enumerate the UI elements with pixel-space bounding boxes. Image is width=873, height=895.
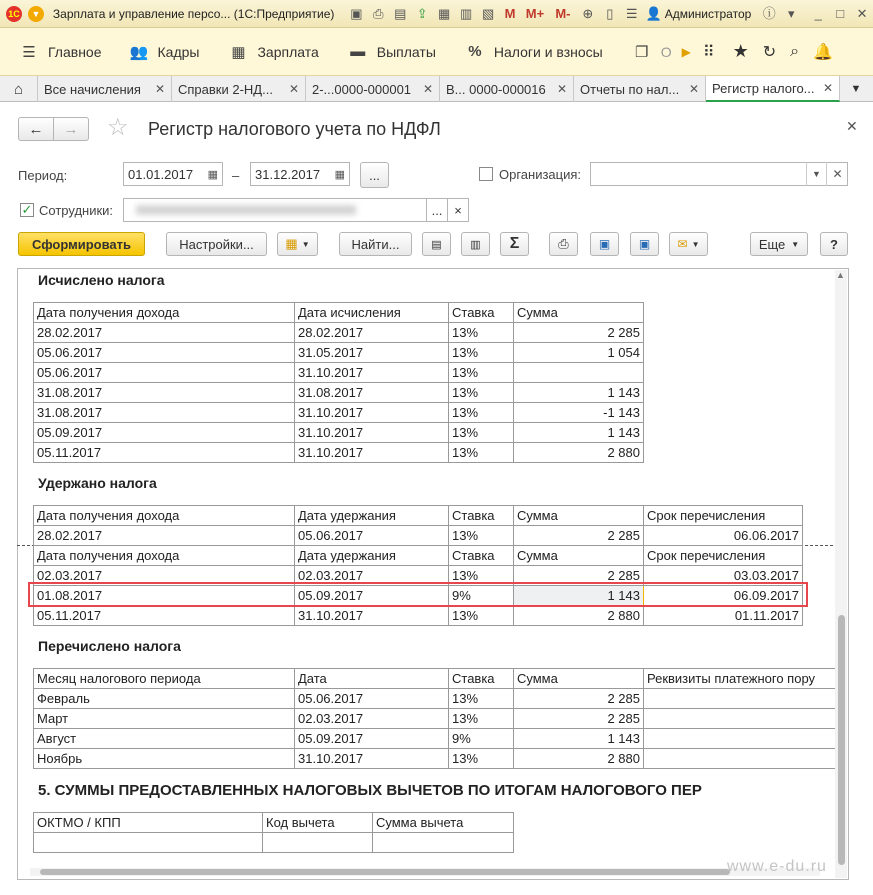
employees-clear-button[interactable]: × <box>447 198 469 222</box>
employees-select-button[interactable]: ... <box>426 198 448 222</box>
table-row <box>34 729 836 749</box>
header-cell: Сумма <box>514 303 644 323</box>
period-label: Период: <box>18 168 68 183</box>
table-row <box>34 343 644 363</box>
header-cell: Код вычета <box>263 813 373 833</box>
window-icon[interactable]: ▯ <box>606 5 614 21</box>
header-cell: Ставка <box>449 546 514 566</box>
table-row <box>34 833 514 853</box>
cell[interactable] <box>263 833 373 853</box>
tab-v-doc[interactable]: В... 0000-000016 ✕ <box>440 76 574 102</box>
clipboard-icon[interactable]: ▦ <box>438 5 451 21</box>
envelope-icon: ✉ <box>677 237 688 251</box>
hamburger-icon: ☰ <box>22 43 36 61</box>
org-label: Организация: <box>499 167 582 182</box>
header-cell: Сумма вычета <box>373 813 514 833</box>
header-cell: Срок перечисления <box>644 546 803 566</box>
cell[interactable]: 31.10.2017 <box>295 443 449 463</box>
header-cell: Дата удержания <box>295 506 449 526</box>
cell[interactable]: 1 054 <box>514 343 644 363</box>
cell[interactable] <box>644 709 836 729</box>
forward-button[interactable] <box>53 117 89 141</box>
more-button[interactable]: Еще ▼ <box>750 232 808 256</box>
preview-icon: ▣ <box>598 237 611 251</box>
cell[interactable]: 31.10.2017 <box>295 423 449 443</box>
table-row <box>34 363 644 383</box>
memory-plus-icon[interactable]: M+ <box>525 5 545 21</box>
calc-icon[interactable]: ▥ <box>459 5 473 21</box>
history-icon[interactable]: ↻ <box>762 43 777 61</box>
tab-tax-reports[interactable]: Отчеты по нал... ✕ <box>574 76 706 102</box>
close-tab-icon[interactable]: ✕ <box>556 82 567 96</box>
calendar-icon[interactable]: ▧ <box>481 5 495 21</box>
cell[interactable]: 1 143 <box>514 423 644 443</box>
table-row <box>34 403 644 423</box>
horizontal-scroll-thumb[interactable] <box>40 869 730 875</box>
section-title-transferred: Перечислено налога <box>38 638 181 654</box>
cell[interactable] <box>644 729 836 749</box>
menu-payments[interactable]: ▬ Выплаты <box>350 43 436 60</box>
section-title-calculated: Исчислено налога <box>38 272 165 288</box>
header-cell: Ставка <box>449 669 514 689</box>
table-row <box>34 423 644 443</box>
cell[interactable]: 05.06.2017 <box>295 526 449 546</box>
employees-field[interactable] <box>123 198 427 222</box>
cell[interactable]: 02.03.2017 <box>295 566 449 586</box>
cell[interactable]: 13% <box>449 709 514 729</box>
header-cell: ОКТМО / КПП <box>34 813 263 833</box>
info-icon[interactable]: ⓘ <box>762 5 776 21</box>
favorite-star-icon[interactable]: ☆ <box>107 114 129 141</box>
window-titlebar <box>0 0 873 28</box>
find-button[interactable]: Найти... <box>339 232 412 256</box>
calendar-icon[interactable]: ▦ <box>334 168 345 181</box>
floppy-icon: ▣ <box>638 237 651 251</box>
1c-logo-icon: 1С <box>6 6 22 22</box>
cell[interactable]: 13% <box>449 749 514 769</box>
cell[interactable]: 28.02.2017 <box>34 323 295 343</box>
header-cell: Дата получения дохода <box>34 303 295 323</box>
cell[interactable] <box>644 749 836 769</box>
cell[interactable]: 01.08.2017 <box>34 586 295 606</box>
cell[interactable] <box>373 833 514 853</box>
tabs-dropdown[interactable] <box>840 76 872 102</box>
close-tab-icon[interactable]: ✕ <box>154 82 165 96</box>
scroll-up-icon[interactable]: ▲ <box>836 270 845 280</box>
sigma-icon: Σ <box>509 235 520 252</box>
cell[interactable]: 9% <box>449 729 514 749</box>
menu-dropdown-icon[interactable]: ▼ <box>28 6 44 22</box>
cell[interactable]: 05.06.2017 <box>295 689 449 709</box>
date-from-field[interactable]: 01.01.2017 ▦ <box>123 162 223 186</box>
cell[interactable]: 06.06.2017 <box>644 526 803 546</box>
cell[interactable] <box>34 833 263 853</box>
cell[interactable]: 06.09.2017 <box>644 586 803 606</box>
chevron-down-icon: ▼ <box>791 239 800 249</box>
cell[interactable]: Август <box>34 729 295 749</box>
table-header-row <box>34 546 803 566</box>
preview-button[interactable] <box>590 232 619 256</box>
table-header-row <box>34 669 836 689</box>
cell[interactable]: 2 285 <box>514 323 644 343</box>
cell[interactable]: 05.09.2017 <box>295 586 449 606</box>
cell[interactable]: 02.03.2017 <box>34 566 295 586</box>
cell[interactable]: 13% <box>449 403 514 423</box>
table-header-row <box>34 813 514 833</box>
cell[interactable]: 13% <box>449 343 514 363</box>
org-clear-icon[interactable]: ✕ <box>826 162 848 186</box>
header-cell: Сумма <box>514 546 644 566</box>
vertical-scrollbar[interactable] <box>835 270 847 878</box>
header-cell: Ставка <box>449 506 514 526</box>
close-tab-icon[interactable]: ✕ <box>822 81 833 95</box>
cell[interactable]: 31.08.2017 <box>295 383 449 403</box>
cell[interactable]: 13% <box>449 606 514 626</box>
header-cell: Дата исчисления <box>295 303 449 323</box>
bell-icon[interactable]: 🔔 <box>813 43 833 61</box>
table-header-row <box>34 303 644 323</box>
calculator-icon: ▦ <box>231 43 246 61</box>
date-to-field[interactable]: 31.12.2017 ▦ <box>250 162 350 186</box>
upload-icon[interactable]: ⇪ <box>416 5 428 21</box>
cell[interactable]: 31.10.2017 <box>295 403 449 423</box>
tab-tax-register[interactable]: Регистр налого... ✕ <box>706 76 840 102</box>
highlight-frame <box>28 582 808 607</box>
cell[interactable]: 2 880 <box>514 443 644 463</box>
cell[interactable]: 31.05.2017 <box>295 343 449 363</box>
table-header-row <box>34 506 803 526</box>
calendar-icon[interactable]: ▦ <box>207 168 218 181</box>
employees-checkbox[interactable]: ✓ <box>21 202 33 217</box>
cell[interactable]: 01.11.2017 <box>644 606 803 626</box>
save-icon[interactable]: ▣ <box>350 5 363 21</box>
menu-hr[interactable]: 👥 Кадры <box>129 43 200 61</box>
header-cell: Дата удержания <box>295 546 449 566</box>
close-window-icon[interactable]: ✕ <box>856 5 868 21</box>
chevron-down-icon: ▼ <box>301 239 310 249</box>
table-row <box>34 383 644 403</box>
arrow-right-icon: → <box>63 120 79 138</box>
cell[interactable]: -1 143 <box>514 403 644 423</box>
cell[interactable]: 03.03.2017 <box>644 566 803 586</box>
cell[interactable]: 28.02.2017 <box>34 526 295 546</box>
cell[interactable]: 05.06.2017 <box>34 363 295 383</box>
cell[interactable]: 31.10.2017 <box>295 606 449 626</box>
open-tabs-bar <box>0 76 873 102</box>
blurred-employee-name <box>136 205 356 215</box>
back-button[interactable] <box>18 117 54 141</box>
table-row <box>34 526 803 546</box>
expand-groups-button[interactable] <box>422 232 451 256</box>
people-icon: 👥 <box>129 43 149 61</box>
expand-groups-icon: ▤ <box>431 238 442 251</box>
minimize-icon[interactable]: _ <box>814 5 822 21</box>
table-row <box>34 689 836 709</box>
apps-grid-icon[interactable]: ⠿ <box>702 43 715 61</box>
arrow-left-icon: ← <box>28 120 44 138</box>
print-icon: ⎙ <box>558 236 569 251</box>
employees-label: Сотрудники: <box>39 203 114 218</box>
form-title: Регистр налогового учета по НДФЛ <box>148 119 441 139</box>
cell[interactable]: 2 285 <box>514 526 644 546</box>
watermark: www.e-du.ru <box>727 858 827 875</box>
selected-cell[interactable]: 1 143 <box>514 586 644 606</box>
cell[interactable]: 13% <box>449 443 514 463</box>
section-title-withheld: Удержано налога <box>38 475 157 491</box>
cell[interactable]: Февраль <box>34 689 295 709</box>
list-icon[interactable]: ☰ <box>625 5 638 21</box>
menu-main[interactable]: ☰ Главное <box>20 43 102 61</box>
cell[interactable]: 2 285 <box>514 709 644 729</box>
memory-minus-icon[interactable]: M- <box>555 5 571 21</box>
org-dropdown-icon[interactable]: ▼ <box>806 162 826 186</box>
table-row <box>34 443 644 463</box>
preview-icon[interactable]: ▤ <box>394 5 407 21</box>
collapse-groups-button[interactable] <box>461 232 490 256</box>
period-select-button[interactable]: ... <box>360 162 389 188</box>
cell[interactable]: 13% <box>449 526 514 546</box>
cell[interactable]: Март <box>34 709 295 729</box>
header-cell: Сумма <box>514 669 644 689</box>
cell[interactable]: 05.11.2017 <box>34 443 295 463</box>
home-tab[interactable] <box>0 76 38 102</box>
wallet-icon: ▬ <box>350 43 366 60</box>
memory-m-icon[interactable]: M <box>504 5 516 21</box>
cell[interactable]: 28.02.2017 <box>295 323 449 343</box>
window-title: Зарплата и управление персо... (1С:Предприятие) <box>52 6 335 21</box>
folder-icon: ▦ <box>285 236 298 251</box>
collapse-groups-icon: ▥ <box>470 238 481 251</box>
user-icon: 👤 <box>645 5 662 21</box>
horizontal-scrollbar[interactable] <box>30 868 820 876</box>
period-dash: – <box>232 168 240 183</box>
chevron-down-icon: ▼ <box>850 83 862 95</box>
cell[interactable]: 02.03.2017 <box>295 709 449 729</box>
cell[interactable]: 13% <box>449 323 514 343</box>
withheld-tax-table-a <box>33 505 803 546</box>
cell[interactable]: 05.06.2017 <box>34 343 295 363</box>
org-checkbox[interactable] <box>479 167 493 181</box>
cell[interactable]: 13% <box>449 363 514 383</box>
close-form-icon[interactable]: ✕ <box>846 118 858 134</box>
cell[interactable]: 05.09.2017 <box>295 729 449 749</box>
cell[interactable] <box>644 689 836 709</box>
cell[interactable]: 9% <box>449 586 514 606</box>
cell[interactable]: 2 880 <box>514 749 644 769</box>
cell[interactable]: 13% <box>449 383 514 403</box>
cell[interactable]: Ноябрь <box>34 749 295 769</box>
copy-icon: ❐ <box>634 43 649 61</box>
cell[interactable]: 1 143 <box>514 383 644 403</box>
close-tab-icon[interactable]: ✕ <box>288 82 299 96</box>
cell[interactable]: 31.08.2017 <box>34 383 295 403</box>
search-icon[interactable]: ⌕ <box>790 42 800 60</box>
section-title-deductions: 5. СУММЫ ПРЕДОСТАВЛЕННЫХ НАЛОГОВЫХ ВЫЧЕТОВ ПО ИТОГАМ НАЛОГОВОГО ПЕР <box>38 782 702 799</box>
favorites-star-icon[interactable]: ★ <box>732 41 749 61</box>
settings-button[interactable]: Настройки... <box>166 232 267 256</box>
close-tab-icon[interactable]: ✕ <box>688 82 699 96</box>
calculated-tax-table <box>33 302 644 463</box>
cell[interactable]: 13% <box>449 689 514 709</box>
cell[interactable]: 05.11.2017 <box>34 606 295 626</box>
home-icon: ⌂ <box>13 80 24 98</box>
settings-dropdown-icon[interactable]: ▾ <box>787 5 795 21</box>
sum-button[interactable] <box>500 232 529 256</box>
print-icon[interactable]: ⎙ <box>373 5 384 21</box>
vertical-scroll-thumb[interactable] <box>838 615 845 865</box>
header-cell: Сумма <box>514 506 644 526</box>
header-cell: Реквизиты платежного пору <box>644 669 836 689</box>
menu-more[interactable]: ❐ О <box>633 43 672 61</box>
tab-2-doc[interactable]: 2-...0000-000001 ✕ <box>306 76 440 102</box>
chevron-down-icon: ▼ <box>691 239 700 249</box>
cell[interactable]: 31.10.2017 <box>295 363 449 383</box>
menu-salary[interactable]: ▦ Зарплата <box>231 43 319 61</box>
cell[interactable] <box>514 363 644 383</box>
generate-button[interactable]: Сформировать <box>18 232 145 256</box>
menu-taxes[interactable]: % Налоги и взносы <box>466 43 603 60</box>
section-menu <box>0 28 873 76</box>
cell[interactable]: 1 143 <box>514 729 644 749</box>
header-cell: Дата получения дохода <box>34 506 295 526</box>
cell[interactable]: 13% <box>449 423 514 443</box>
cell[interactable]: 2 285 <box>514 689 644 709</box>
header-cell: Месяц налогового периода <box>34 669 295 689</box>
cell[interactable]: 13% <box>449 566 514 586</box>
transferred-tax-table <box>33 668 836 769</box>
header-cell: Дата получения дохода <box>34 546 295 566</box>
zoom-icon[interactable]: ⊕ <box>582 5 594 21</box>
close-tab-icon[interactable]: ✕ <box>422 82 433 96</box>
send-email-button[interactable] <box>669 232 708 256</box>
cell[interactable]: 05.09.2017 <box>34 423 295 443</box>
user-name[interactable]: Администратор <box>664 6 752 21</box>
tab-2ndfl-certificates[interactable]: Справки 2-НД... ✕ <box>172 76 306 102</box>
help-button[interactable]: ? <box>820 232 848 256</box>
header-cell: Срок перечисления <box>644 506 803 526</box>
cell[interactable]: 2 285 <box>514 566 644 586</box>
cell[interactable]: 31.08.2017 <box>34 403 295 423</box>
header-cell: Ставка <box>449 303 514 323</box>
menu-scroll-right-icon[interactable]: ▶ <box>681 44 691 59</box>
cell[interactable]: 2 880 <box>514 606 644 626</box>
cell[interactable]: 31.10.2017 <box>295 749 449 769</box>
header-cell: Дата <box>295 669 449 689</box>
print-button[interactable] <box>549 232 578 256</box>
table-row <box>34 606 803 626</box>
percent-icon: % <box>468 43 482 60</box>
tab-all-accruals[interactable]: Все начисления ✕ <box>38 76 172 102</box>
maximize-icon[interactable]: □ <box>836 5 845 21</box>
variants-button[interactable] <box>277 232 318 256</box>
deductions-table <box>33 812 514 853</box>
table-row <box>34 709 836 729</box>
table-row <box>34 749 836 769</box>
table-row <box>34 323 644 343</box>
save-button[interactable] <box>630 232 659 256</box>
